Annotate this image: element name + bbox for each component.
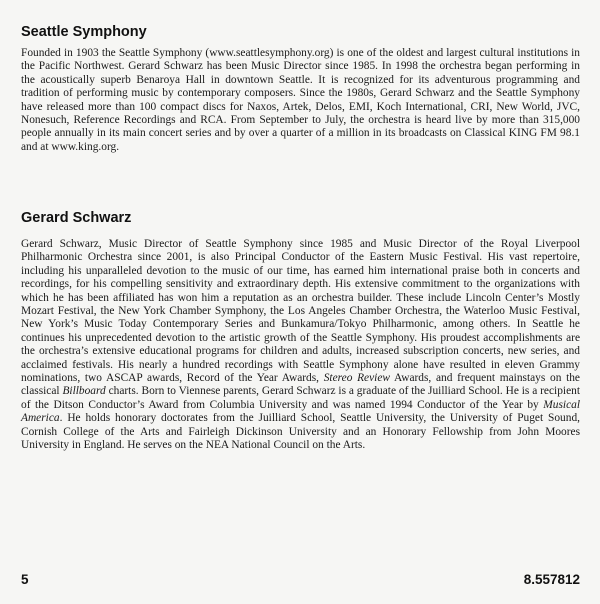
section-title-seattle-symphony: Seattle Symphony: [21, 24, 147, 40]
section-title-gerard-schwarz: Gerard Schwarz: [21, 210, 132, 226]
bio-text: Awards, and frequent mainstays on the classical: [21, 372, 580, 398]
publication-title-stereo-review: Stereo Review: [323, 372, 390, 385]
bio-text: charts. Born to Viennese parents, Gerard Schwarz is a graduate of the Juilliard School. He is a recipient of the Ditson Conductor’s Award from Columbia University and was named 1994 Conductor of the Year by: [21, 385, 580, 411]
bio-text: Founded in 1903 the Seattle Symphony (www.seattlesymphony.org) is one of the oldest and largest cultural institutions in the Pacific Northwest. Gerard Schwarz has been Music Director since 1985. In 1998 the orchestra began performing in the acoustically superb Benaroya Hall in downtown Seattle. It is recognized for its adventurous programming and tradition of performing music by contemporary composers. Since the 1980s, Gerard Schwarz and the Seattle Symphony have released more than 100 compact discs for Naxos, Artek, Delos, EMI, Koch International, CRI, New World, JVC, Nonesuch, Reference Recordings and RCA. From September to July, the orchestra is heard live by more than 315,000 people annually in its main concert series and by over a quarter of a million in its broadcasts on Classical KING FM 98.1 and at www.king.org.: [21, 47, 580, 153]
page-number: 5: [21, 572, 29, 587]
publication-title-billboard: Billboard: [62, 385, 106, 398]
catalogue-number: 8.557812: [523, 572, 580, 587]
gerard-schwarz-biography: [21, 238, 580, 453]
bio-text: . He holds honorary doctorates from the Juilliard School, Seattle University, the University of Puget Sound, Cornish College of the Arts and Fairleigh Dickinson University and an Honorary Fellowship from John Moores University in England. He serves on the NEA National Council on the Arts.: [21, 412, 580, 452]
bio-text: Gerard Schwarz, Music Director of Seattle Symphony since 1985 and Music Director of the Royal Liverpool Philharmonic Orchestra since 2001, is also Principal Conductor of the Eastern Music Festival. His vast repertoire, including his unparalleled devotion to the music of our time, has earned him international praise both in concerts and recordings, for his compelling sensitivity and extraordinary depth. His extensive commitment to the organizations with which he has been affiliated has won him a reputation as an orchestra builder. These include Lincoln Center’s Mostly Mozart Festival, the New York Chamber Symphony, the Los Angeles Chamber Orchestra, the Waterloo Music Festival, New York’s Music Today Contemporary Series and Bunkamura/Tokyo Philharmonic, among others. In Seattle he continues his unprecedented devotion to the artistic growth of the Seattle Symphony. His proudest accomplishments are the orchestra’s extensive educational programs for children and adults, increased subscription concerts, new series, and acclaimed festivals. His nearly a hundred recordings with Seattle Symphony alone have resulted in eleven Grammy nominations, two ASCAP awards, Record of the Year Awards,: [21, 238, 580, 385]
publication-title-musical-america: Musical America: [21, 398, 580, 425]
seattle-symphony-biography: [21, 47, 580, 154]
